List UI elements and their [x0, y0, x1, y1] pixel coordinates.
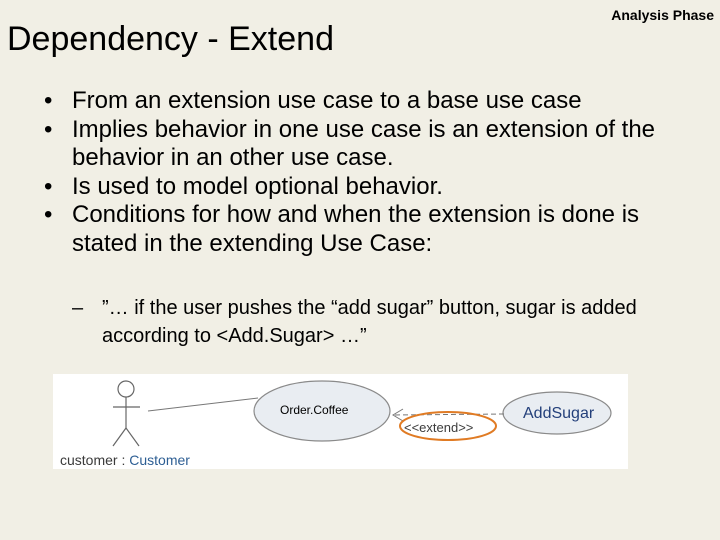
extension-use-case-label: AddSugar [523, 405, 595, 422]
bullet-list [40, 87, 700, 258]
section-label: Analysis Phase [611, 7, 714, 23]
actor-type: Customer [129, 452, 190, 468]
bullet-item: • Is used to model optional behavior. [40, 173, 700, 202]
slide-title: Dependency - Extend [7, 20, 334, 58]
bullet-item: • Implies behavior in one use case is an extension of the behavior in an other use case. [40, 116, 700, 173]
dash-marker: – [72, 297, 84, 319]
extend-dependency-line [393, 414, 504, 415]
actor-separator: : [117, 452, 130, 468]
extend-stereotype-label: <<extend>> [404, 420, 474, 435]
association-line [148, 398, 258, 411]
use-case-diagram [53, 374, 628, 469]
base-use-case-label: Order.Coffee [280, 403, 349, 417]
actor-caption [60, 452, 190, 468]
actor-figure-icon [113, 381, 140, 446]
example-quote [72, 294, 720, 350]
bullet-item: • From an extension use case to a base use case [40, 87, 700, 116]
bullet-item: • Conditions for how and when the extension is done is stated in the extending Use Case: [40, 201, 700, 258]
example-quote-text: ”… if the user pushes the “add sugar” button, sugar is added according to <Add.Sugar> …” [102, 297, 637, 347]
actor-name: customer [60, 452, 118, 468]
